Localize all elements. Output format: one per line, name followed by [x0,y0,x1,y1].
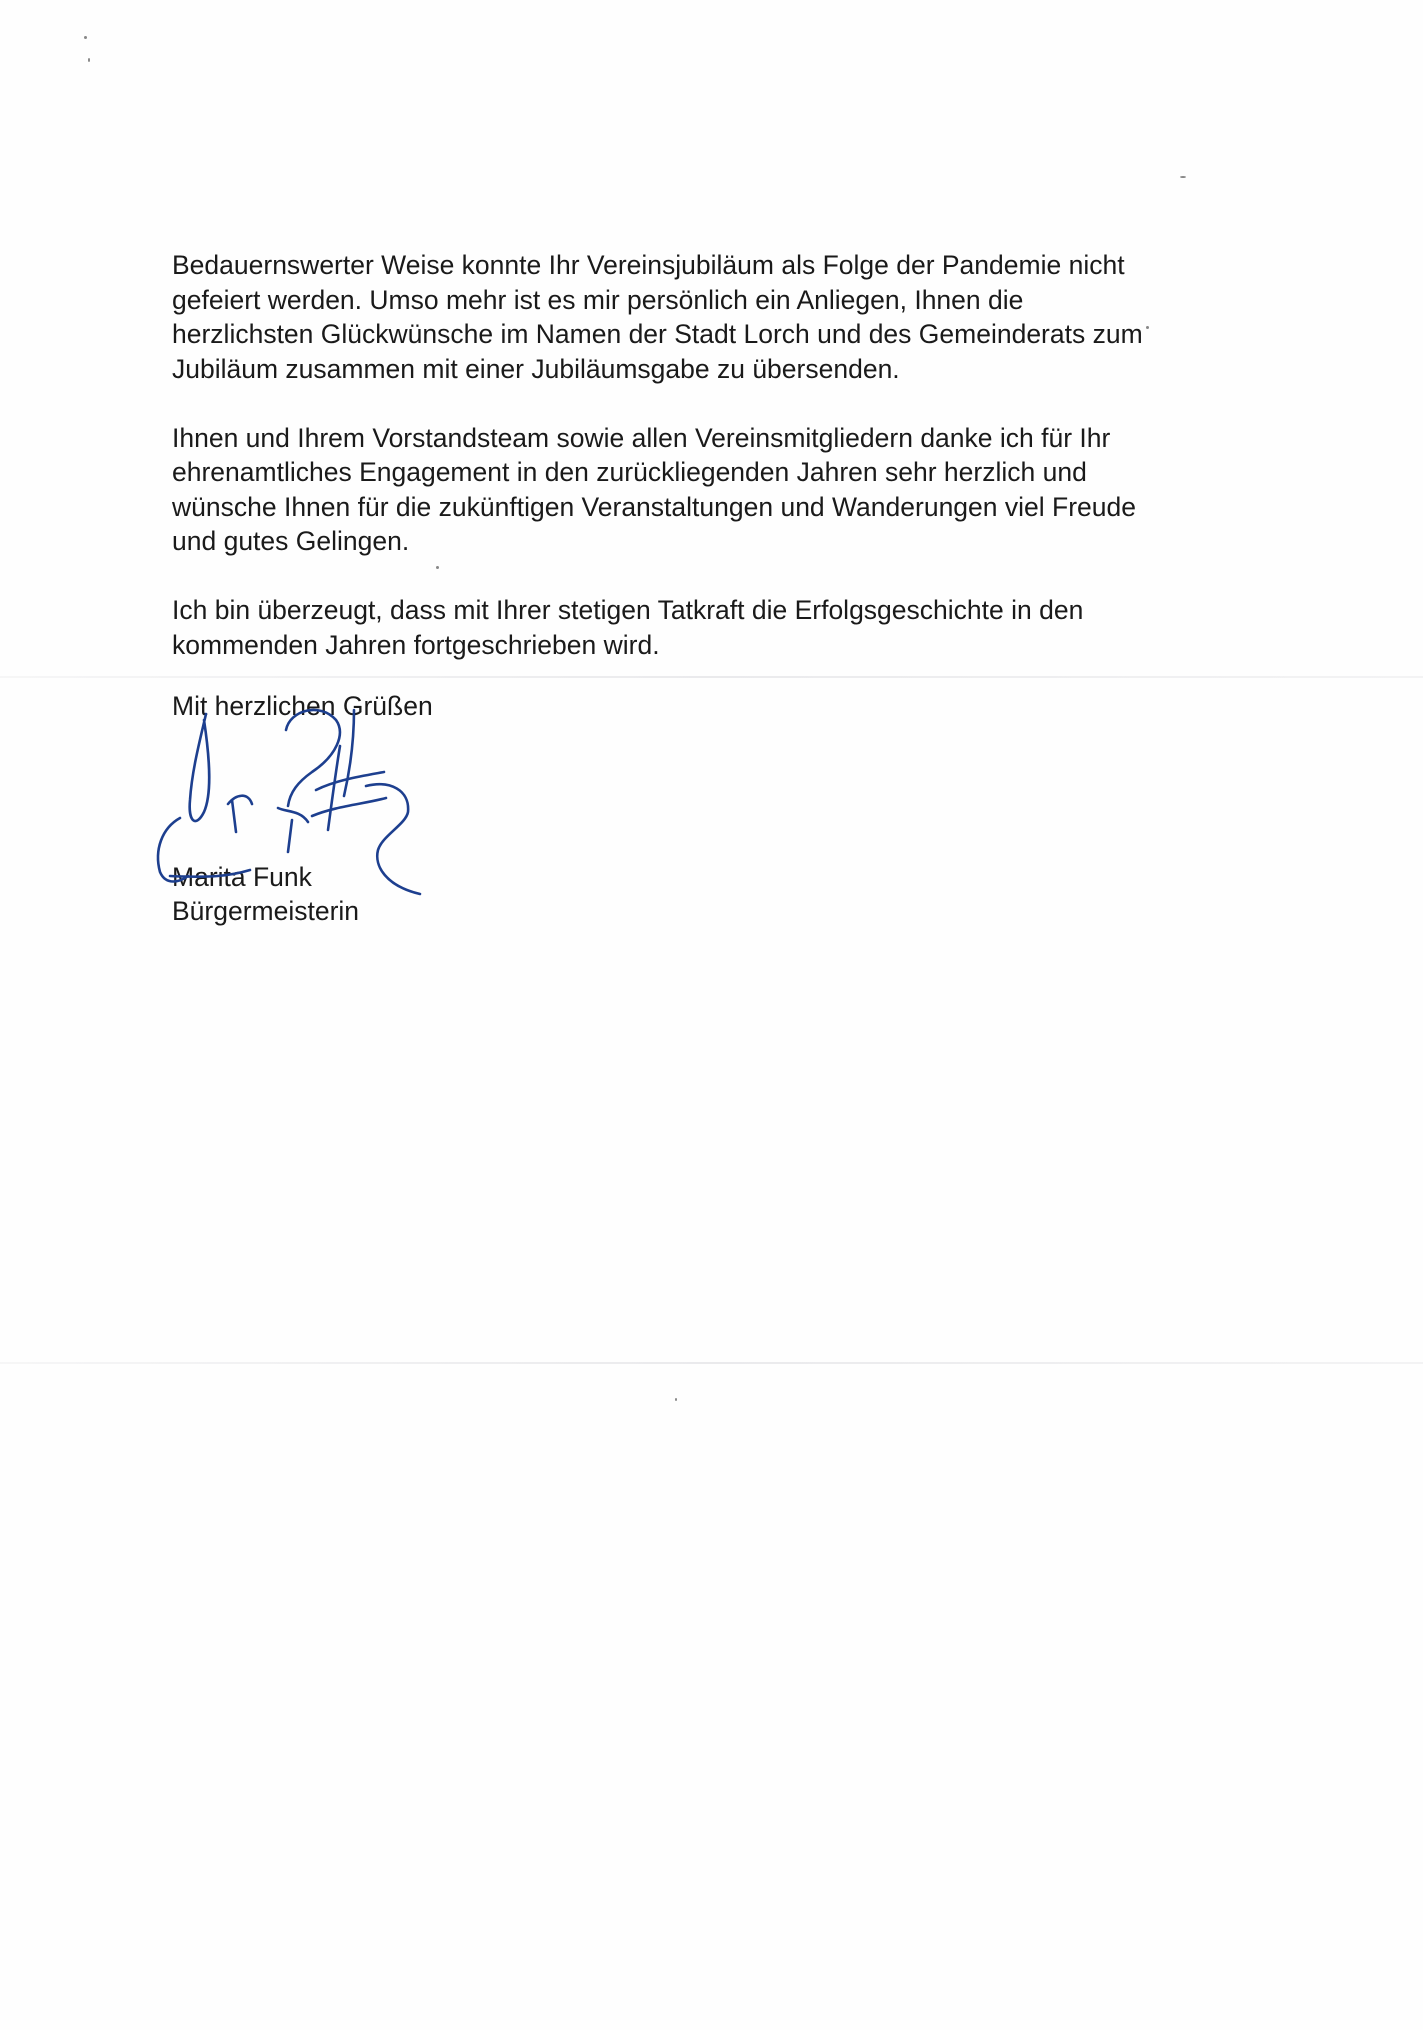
text-line: Bedauernswerter Weise konnte Ihr Vereinsjubiläum als Folge der Pandemie nicht [172,250,1125,280]
scan-speck [675,1398,677,1401]
closing-salutation: Mit herzlichen Grüßen [172,691,433,721]
letter-body [172,248,1292,697]
text-line: wünsche Ihnen für die zukünftigen Veranstaltungen und Wanderungen viel Freude [172,491,1136,522]
text-line: herzlichsten Glückwünsche im Namen der Stadt Lorch und des Gemeinderats zum [172,319,1143,349]
signer-title: Bürgermeisterin [172,896,360,926]
handwritten-signature [140,700,440,930]
text-line: Ihnen und Ihrem Vorstandsteam sowie allen Vereinsmitgliedern danke ich für Ihr [172,422,1111,453]
text-line: Jubiläum zusammen mit einer Jubiläumsgabe zu übersenden. [172,353,900,384]
scan-speck [88,58,90,62]
text-line: gefeiert werden. Umso mehr ist es mir persönlich ein Anliegen, Ihnen die [172,284,1024,315]
scan-speck [84,36,87,39]
scan-speck [1180,176,1186,178]
paragraph-anniversary [172,248,1292,386]
paragraph-thanks [172,421,1292,559]
text-line: Ich bin überzeugt, dass mit Ihrer stetigen Tatkraft die Erfolgsgeschichte in den [172,595,1084,625]
signer-name: Marita Funk [172,862,312,892]
paper-fold-line [0,1362,1423,1364]
text-line: kommenden Jahren fortgeschrieben wird. [172,629,660,660]
text-line: ehrenamtliches Engagement in den zurückliegenden Jahren sehr herzlich und [172,457,1087,487]
text-line: und gutes Gelingen. [172,526,410,556]
paragraph-outlook [172,593,1292,662]
